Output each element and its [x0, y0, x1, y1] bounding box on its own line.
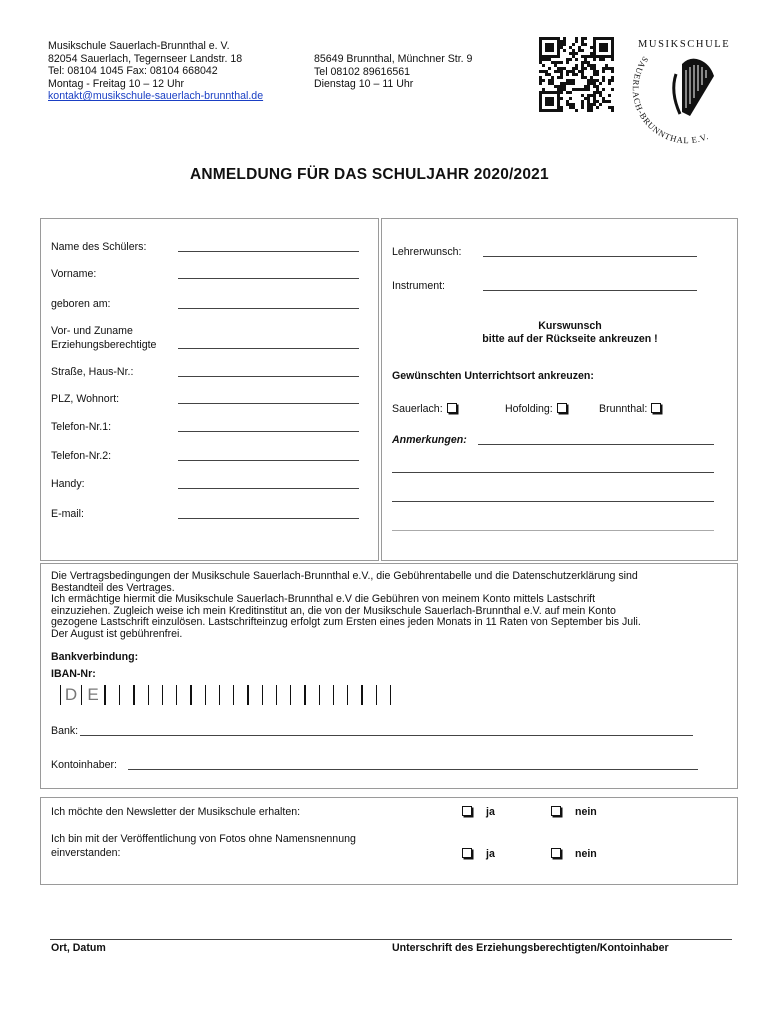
contract-line: Die Vertragsbedingungen der Musikschule Sauerlach-Brunnthal e.V., die Gebührentabelle und die Datenschutzerklärung sind	[51, 570, 638, 582]
location-option-sauerlach[interactable]	[392, 403, 457, 415]
iban-prefix-e: E	[81, 685, 104, 705]
iban-digit-box[interactable]	[363, 685, 377, 705]
input-teacher[interactable]	[483, 256, 697, 257]
iban-digit-box[interactable]	[249, 685, 263, 705]
checkbox-icon[interactable]	[462, 806, 472, 816]
contract-line: Der August ist gebührenfrei.	[51, 627, 183, 640]
address-line: 85649 Brunnthal, Münchner Str. 9	[314, 53, 473, 65]
input-holder[interactable]	[128, 769, 698, 770]
iban-digit-box[interactable]	[348, 685, 363, 705]
yes-label: ja	[486, 806, 495, 818]
email-link[interactable]: kontakt@musikschule-sauerlach-brunnthal.de	[48, 90, 264, 102]
iban-input[interactable]	[60, 685, 391, 705]
iban-digit-box[interactable]	[120, 685, 135, 705]
photos-no[interactable]	[551, 848, 597, 860]
input-student-name[interactable]	[178, 251, 359, 252]
iban-digit-box[interactable]	[263, 685, 277, 705]
label-instrument: Instrument:	[392, 280, 445, 292]
label-street: Straße, Haus-Nr.:	[51, 366, 134, 378]
label-email: E-mail:	[51, 508, 84, 520]
bank-label: Bank:	[51, 725, 79, 737]
holder-label: Kontoinhaber:	[51, 759, 117, 771]
iban-label: IBAN-Nr:	[51, 668, 96, 680]
iban-digit-box[interactable]	[234, 685, 249, 705]
input-remarks-2[interactable]	[392, 472, 714, 473]
yes-label: ja	[486, 848, 495, 860]
input-bank[interactable]	[80, 735, 693, 736]
iban-digit-box[interactable]	[135, 685, 149, 705]
newsletter-text: Ich möchte den Newsletter der Musikschule erhalten:	[51, 806, 301, 818]
input-instrument[interactable]	[483, 290, 697, 291]
photos-yes[interactable]	[462, 848, 495, 860]
iban-digit-box[interactable]	[320, 685, 334, 705]
photos-line: einverstanden:	[51, 847, 121, 859]
location-heading: Gewünschten Unterrichtsort ankreuzen:	[392, 370, 594, 382]
newsletter-yes[interactable]	[462, 806, 495, 818]
location-label: Hofolding:	[505, 403, 553, 415]
svg-text:SAUERLACH-BRUNNTHAL E.V.: SAUERLACH-BRUNNTHAL E.V.	[630, 54, 711, 144]
input-remarks-4[interactable]	[392, 530, 714, 531]
label-phone1: Telefon-Nr.1:	[51, 421, 112, 433]
label-birthdate: geboren am:	[51, 298, 111, 310]
location-option-hofolding[interactable]	[505, 403, 567, 415]
iban-digit-box[interactable]	[306, 685, 320, 705]
iban-digit-box[interactable]	[177, 685, 192, 705]
place-date-label: Ort, Datum	[51, 942, 106, 954]
iban-digit-box[interactable]	[192, 685, 206, 705]
input-remarks-3[interactable]	[392, 501, 714, 502]
address-sauerlach	[48, 40, 263, 103]
photos-line: Ich bin mit der Veröffentlichung von Fotos ohne Namensnennung	[51, 833, 356, 845]
input-phone1[interactable]	[178, 431, 359, 432]
checkbox-icon[interactable]	[462, 848, 472, 858]
page-title: ANMELDUNG FÜR DAS SCHULJAHR 2020/2021	[190, 166, 549, 183]
iban-digit-box[interactable]	[206, 685, 220, 705]
course-wish-line: Kurswunsch	[538, 320, 602, 332]
iban-digit-box[interactable]	[334, 685, 348, 705]
label-city: PLZ, Wohnort:	[51, 393, 120, 405]
checkbox-icon[interactable]	[551, 848, 561, 858]
input-email[interactable]	[178, 518, 359, 519]
contract-line: Ich ermächtige hiermit die Musikschule Sauerlach-Brunnthal e.V die Gebühren von meinem Konto mittels Lastschrift	[51, 593, 596, 606]
label-phone2: Telefon-Nr.2:	[51, 450, 112, 462]
input-street[interactable]	[178, 376, 359, 377]
iban-prefix-d: D	[60, 685, 81, 705]
input-phone2[interactable]	[178, 460, 359, 461]
photos-text	[51, 832, 356, 860]
address-brunnthal	[314, 53, 472, 91]
checkbox-icon[interactable]	[557, 403, 567, 413]
address-line: Musikschule Sauerlach-Brunnthal e. V.	[48, 40, 230, 52]
label-student-name: Name des Schülers:	[51, 241, 147, 253]
location-option-brunnthal[interactable]	[599, 403, 661, 415]
school-logo	[630, 34, 740, 144]
remarks-label: Anmerkungen:	[392, 434, 467, 446]
qr-code-icon[interactable]	[539, 37, 615, 111]
harp-logo-icon	[630, 34, 740, 144]
svg-text:MUSIKSCHULE: MUSIKSCHULE	[638, 39, 731, 50]
contract-line: einzuziehen. Zugleich weise ich mein Kreditinstitut an, die von der Musikschule Sauerlach-Brunnthal e.V. auf mein Konto	[51, 604, 616, 617]
course-wish-heading	[440, 320, 700, 346]
signer-label: Unterschrift des Erziehungsberechtigten/Kontoinhaber	[392, 942, 669, 954]
contract-line: gezogene Lastschrift einzulösen. Lastschrifteinzug erfolgt zum Ersten eines jeden Monats in 11 Raten von September bis Juli.	[51, 616, 641, 629]
course-wish-line: bitte auf der Rückseite ankreuzen !	[482, 333, 658, 345]
iban-digit-box[interactable]	[220, 685, 234, 705]
iban-digit-box[interactable]	[277, 685, 291, 705]
iban-digit-box[interactable]	[106, 685, 120, 705]
iban-digit-box[interactable]	[291, 685, 306, 705]
input-city[interactable]	[178, 403, 359, 404]
iban-digit-box[interactable]	[149, 685, 163, 705]
iban-digit-box[interactable]	[377, 685, 391, 705]
address-line: Tel 08102 89616561	[314, 65, 411, 78]
address-line: Montag - Freitag 10 – 12 Uhr	[48, 77, 185, 90]
checkbox-icon[interactable]	[551, 806, 561, 816]
checkbox-icon[interactable]	[651, 403, 661, 413]
no-label: nein	[575, 848, 597, 860]
input-birthdate[interactable]	[178, 308, 359, 309]
address-line: Dienstag 10 – 11 Uhr	[314, 78, 414, 90]
label-mobile: Handy:	[51, 478, 85, 490]
contract-line: Bestandteil des Vertrages.	[51, 581, 175, 594]
signature-line[interactable]	[50, 939, 732, 940]
address-line: 82054 Sauerlach, Tegernseer Landstr. 18	[48, 52, 243, 65]
iban-digit-box[interactable]	[163, 685, 177, 705]
label-guardian: Vor- und Zuname Erziehungsberechtigte	[51, 325, 157, 351]
lesson-box	[381, 218, 738, 561]
input-first-name[interactable]	[178, 278, 359, 279]
no-label: nein	[575, 806, 597, 818]
input-guardian[interactable]	[178, 348, 359, 349]
location-label: Sauerlach:	[392, 403, 443, 415]
input-mobile[interactable]	[178, 488, 359, 489]
checkbox-icon[interactable]	[447, 403, 457, 413]
contract-text	[51, 571, 731, 641]
label-teacher: Lehrerwunsch:	[392, 246, 462, 258]
bank-heading: Bankverbindung:	[51, 651, 139, 663]
input-remarks-1[interactable]	[478, 444, 714, 445]
location-label: Brunnthal:	[599, 403, 648, 415]
newsletter-no[interactable]	[551, 806, 597, 818]
address-line: Tel: 08104 1045 Fax: 08104 668042	[48, 65, 218, 77]
label-first-name: Vorname:	[51, 268, 97, 280]
